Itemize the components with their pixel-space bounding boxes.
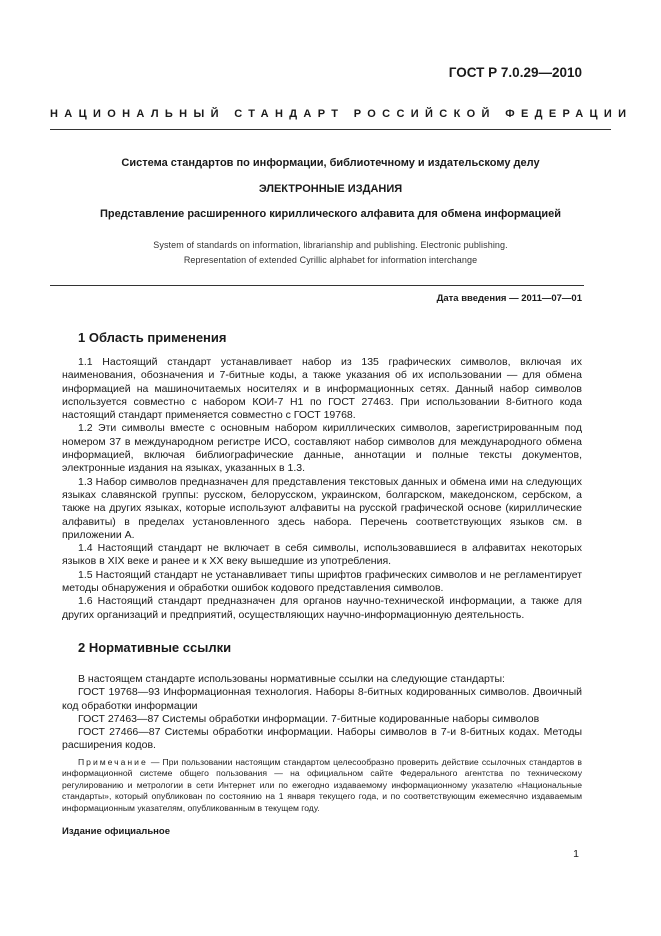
paragraph: 1.6 Настоящий стандарт предназначен для органов научно-технической информации, а также для других организаций и предприятий, осуществляющих научно-информационную деятельность. xyxy=(62,595,582,621)
document-subtitle: Представление расширенного кириллического алфавита для обмена информацией xyxy=(99,208,562,220)
paragraph: В настоящем стандарте использованы нормативные ссылки на следующие стандарты: xyxy=(78,673,505,685)
english-title-line-1: System of standards on information, librarianship and publishing. Electronic publishing. xyxy=(153,240,508,250)
section-body-scope xyxy=(62,356,582,622)
document-code: ГОСТ Р 7.0.29—2010 xyxy=(448,65,582,80)
note xyxy=(62,757,582,814)
series-title: Система стандартов по информации, библиотечному и издательскому делу xyxy=(121,157,540,169)
paragraph: 1.2 Эти символы вместе с основным набором кириллических символов, зарегистрированным под номером 37 в международном регистре ИСО, составляют набор символов для международного обмена информацией, включая библиографические данные, аннотации и полные тексты документов, электронные издания на языках, указанных в 1.3. xyxy=(62,422,582,475)
section-heading-references: 2 Нормативные ссылки xyxy=(78,640,232,655)
national-standard-banner: НАЦИОНАЛЬНЫЙ СТАНДАРТ РОССИЙСКОЙ ФЕДЕРАЦИИ xyxy=(50,108,633,120)
reference-item: ГОСТ 19768—93 Информационная технология. Наборы 8-битных кодированных символов. Двоичный код обработки информации xyxy=(62,686,582,712)
header-divider xyxy=(50,129,611,130)
section-heading-scope: 1 Область применения xyxy=(78,330,227,345)
reference-item: ГОСТ 27463—87 Системы обработки информации. 7-битные кодированные наборы символов xyxy=(78,712,540,725)
document-title: ЭЛЕКТРОННЫЕ ИЗДАНИЯ xyxy=(258,183,403,195)
page-number: 1 xyxy=(573,848,579,860)
official-edition-label: Издание официальное xyxy=(62,826,170,837)
note-label: Примечание xyxy=(78,757,148,767)
reference-item: ГОСТ 27466—87 Системы обработки информации. Наборы символов в 7-и 8-битных кодах. Методы расширения кодов. xyxy=(62,726,582,752)
paragraph: 1.3 Набор символов предназначен для представления текстовых данных и обмена ими на следующих языках славянской группы: русском, белорусском, украинском, болгарском, македонском, сербском, а также на других языках, которые используют алфавиты на русской графической основе (кириллические алфавиты) в пределах установленного здесь набора. Перечень соответствующих языков см. в приложении А. xyxy=(62,475,582,541)
introduction-date: Дата введения — 2011—07—01 xyxy=(436,293,582,304)
paragraph: 1.1 Настоящий стандарт устанавливает набор из 135 графических символов, включая их наименования, обозначения и 7-битные коды, а также указания об их использовании — для обмена информацией на машиночитаемых носителях и в информационных сетях. Данный набор символов используется совместно с набором КОИ-7 Н1 по ГОСТ 27463. При использовании 8-битного кода настоящий стандарт применяется совместно с ГОСТ 19768. xyxy=(62,356,582,422)
section-body-references xyxy=(62,673,582,753)
paragraph: 1.4 Настоящий стандарт не включает в себя символы, использовавшиеся в алфавитах некоторых языков в XIX веке и ранее и к XX веку вышедшие из употребления. xyxy=(62,542,582,568)
title-divider xyxy=(50,285,584,286)
english-title-line-2: Representation of extended Cyrillic alphabet for information interchange xyxy=(183,255,478,265)
note-text: — При пользовании настоящим стандартом целесообразно проверить действие ссылочных стандартов в информационной системе общего пользования — на официальном сайте Федерального агентства по техническому регулированию и метрологии в сети Интернет или по ежегодно издаваемому информационному указателю «Национальные стандарты», который опубликован по состоянию на 1 января текущего года, и по соответствующим ежемесячно издаваемым информационным указателям, опубликованным в текущем году. xyxy=(62,757,582,813)
paragraph: 1.5 Настоящий стандарт не устанавливает типы шрифтов графических символов и не регламентирует методы обнаружения и обработки ошибок кодового представления символов. xyxy=(62,568,582,595)
